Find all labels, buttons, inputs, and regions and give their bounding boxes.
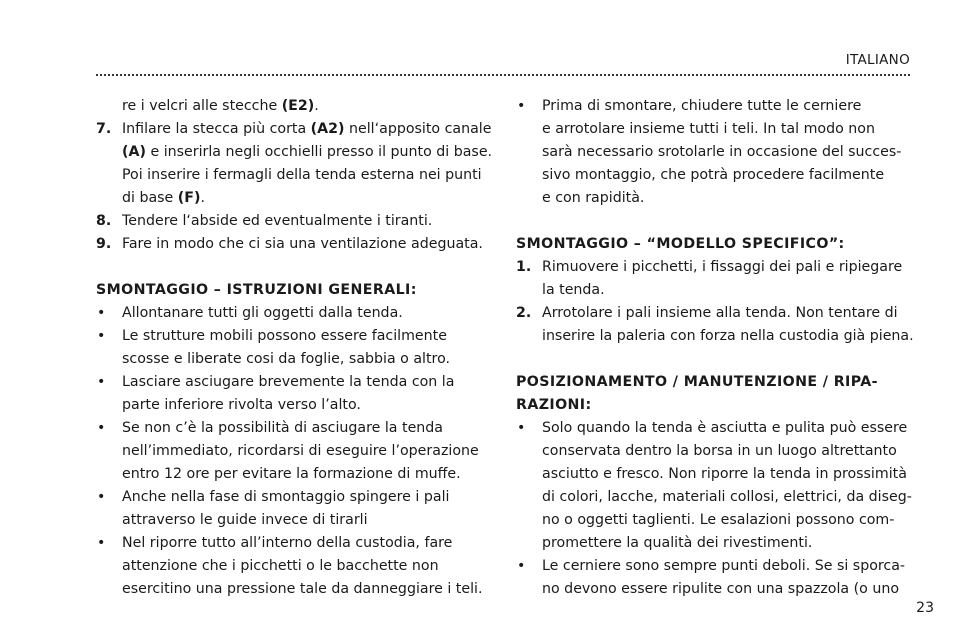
list-item: • Le strutture mobili possono essere facilmente scosse e liberate cosi da foglie, sabbia o altro. [96,325,496,371]
left-column [96,95,496,601]
step-9: 9. Fare in modo che ci sia una ventilazione adeguata. [96,233,496,256]
header-language: ITALIANO [845,52,910,68]
right-column [516,95,916,601]
step-number: 2. [516,305,532,321]
step-number: 1. [516,259,532,275]
step-8: 8. Tendere l‘abside ed eventualmente i tiranti. [96,210,496,233]
page-number: 23 [916,600,934,616]
list-item: • Le cerniere sono sempre punti deboli. Se si sporca- no devono essere ripulite con una spazzola (o uno [516,555,916,601]
bullet: • [517,420,526,436]
bullet: • [97,328,106,344]
list-item: • Se non c’è la possibilità di asciugare la tenda nell’immediato, ricordarsi di eseguire l’operazione entro 12 ore per evitare la formazione di muffe. [96,417,496,486]
bullet: • [517,558,526,574]
bullet: • [517,98,526,114]
section-heading-specific: SMONTAGGIO – “MODELLO SPECIFICO”: [516,236,845,252]
list-item: • Allontanare tutti gli oggetti dalla tenda. [96,302,496,325]
bullet: • [97,489,106,505]
section-heading-general: SMONTAGGIO – ISTRUZIONI GENERALI: [96,282,417,298]
step-7: 7. Infilare la stecca più corta (A2) nell‘apposito canale (A) e inserirla negli occhielli presso il punto di base. Poi inserire i fermagli della tenda esterna nei punti di base (F). [96,118,496,210]
bullet: • [97,305,106,321]
dotted-divider [96,74,910,76]
bullet: • [97,420,106,436]
step-number: 9. [96,236,112,252]
step-2: 2. Arrotolare i pali insieme alla tenda. Non tentare di inserire la paleria con forza nella custodia già piena. [516,302,916,348]
bullet: • [97,374,106,390]
continuation-text: re i velcri alle stecche (E2). [122,98,319,114]
bullet: • [97,535,106,551]
list-item: • Solo quando la tenda è asciutta e pulita può essere conservata dentro la borsa in un luogo altrettanto asciutto e fresco. Non riporre la tenda in prossimità di colori, lacche, materiali collosi, elettrici, da diseg- no o oggetti taglienti. Le esalazioni possono com- promettere la qualità dei rivestimenti. [516,417,916,555]
section-heading-maintenance: POSIZIONAMENTO / MANUTENZIONE / RIPA- RAZIONI: [516,374,878,413]
list-item: • Anche nella fase di smontaggio spingere i pali attraverso le guide invece di tirarli [96,486,496,532]
list-item: • Nel riporre tutto all’interno della custodia, fare attenzione che i picchetti o le bacchette non esercitino una pressione tale da danneggiare i teli. [96,532,496,601]
step-number: 8. [96,213,112,229]
step-number: 7. [96,121,112,137]
list-item: • Lasciare asciugare brevemente la tenda con la parte inferiore rivolta verso l’alto. [96,371,496,417]
list-item: • Prima di smontare, chiudere tutte le cerniere e arrotolare insieme tutti i teli. In tal modo non sarà necessario srotolarle in occasione del succes- sivo montaggio, che potrà procedere facilmente e con rapidità. [516,95,916,210]
step-1: 1. Rimuovere i picchetti, i fissaggi dei pali e ripiegare la tenda. [516,256,916,302]
